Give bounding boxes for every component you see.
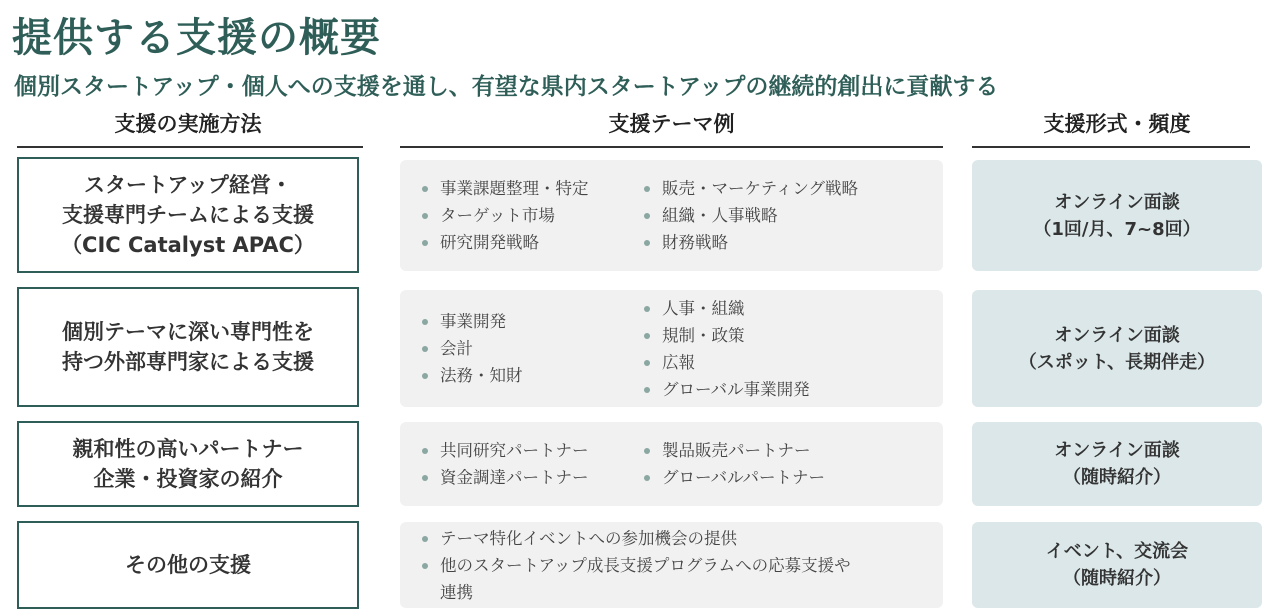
theme-item: 資金調達パートナー: [420, 464, 642, 491]
format-box: [972, 422, 1262, 506]
theme-item: 組織・人事戦略: [642, 202, 858, 229]
theme-box: [400, 522, 943, 608]
header-divider-theme: [400, 146, 943, 148]
theme-item: 事業課題整理・特定: [420, 175, 642, 202]
theme-box: [400, 290, 943, 407]
theme-item: 財務戦略: [642, 229, 858, 256]
theme-item: 規制・政策: [642, 322, 810, 349]
page-title: 提供する支援の概要: [12, 15, 381, 61]
theme-item: 研究開発戦略: [420, 229, 642, 256]
theme-item: 広報: [642, 349, 810, 376]
format-line: （スポット、長期伴走）: [1018, 351, 1216, 373]
format-line: オンライン面談: [1054, 440, 1180, 461]
header-divider-format: [972, 146, 1250, 148]
theme-item: 共同研究パートナー: [420, 437, 642, 464]
method-line: スタートアップ経営・: [84, 173, 292, 197]
method-box: [17, 287, 359, 407]
format-line: （1回/月、7~8回）: [1033, 218, 1201, 240]
column-header-method: 支援の実施方法: [114, 112, 262, 136]
method-line: 持つ外部専門家による支援: [62, 350, 314, 374]
column-header-format: 支援形式・頻度: [1043, 112, 1191, 136]
theme-box: [400, 422, 943, 506]
theme-item: ターゲット市場: [420, 202, 642, 229]
page-subtitle: 個別スタートアップ・個人への支援を通し、有望な県内スタートアップの継続的創出に貢献する: [14, 74, 999, 100]
format-line: （随時紹介）: [1063, 467, 1171, 488]
method-line: （CIC Catalyst APAC）: [61, 233, 315, 257]
theme-item: 会計: [420, 335, 642, 362]
theme-item: 製品販売パートナー: [642, 437, 825, 464]
theme-item: グローバル事業開発: [642, 376, 810, 403]
method-line: 個別テーマに深い専門性を: [62, 320, 314, 344]
method-line: その他の支援: [125, 553, 251, 577]
theme-box: [400, 160, 943, 271]
theme-item: 事業開発: [420, 308, 642, 335]
theme-item: テーマ特化イベントへの参加機会の提供: [420, 525, 851, 552]
format-line: オンライン面談: [1054, 191, 1180, 213]
format-line: オンライン面談: [1054, 324, 1180, 346]
theme-item: 販売・マーケティング戦略: [642, 175, 858, 202]
format-box: [972, 522, 1262, 608]
format-box: [972, 160, 1262, 271]
header-divider-method: [17, 146, 363, 148]
method-box: [17, 521, 359, 609]
method-box: [17, 157, 359, 273]
format-box: [972, 290, 1262, 407]
method-line: 企業・投資家の紹介: [93, 467, 283, 491]
theme-item: 人事・組織: [642, 295, 810, 322]
theme-item: 法務・知財: [420, 362, 642, 389]
theme-item-continuation: 連携: [440, 582, 473, 602]
theme-item: 他のスタートアップ成長支援プログラムへの応募支援や: [420, 552, 851, 579]
method-line: 親和性の高いパートナー: [72, 437, 304, 461]
method-line: 支援専門チームによる支援: [61, 203, 314, 227]
theme-item: グローバルパートナー: [642, 464, 825, 491]
format-line: （随時紹介）: [1062, 568, 1171, 589]
column-header-theme: 支援テーマ例: [608, 112, 735, 136]
format-line: イベント、交流会: [1045, 541, 1189, 562]
method-box: [17, 421, 359, 507]
